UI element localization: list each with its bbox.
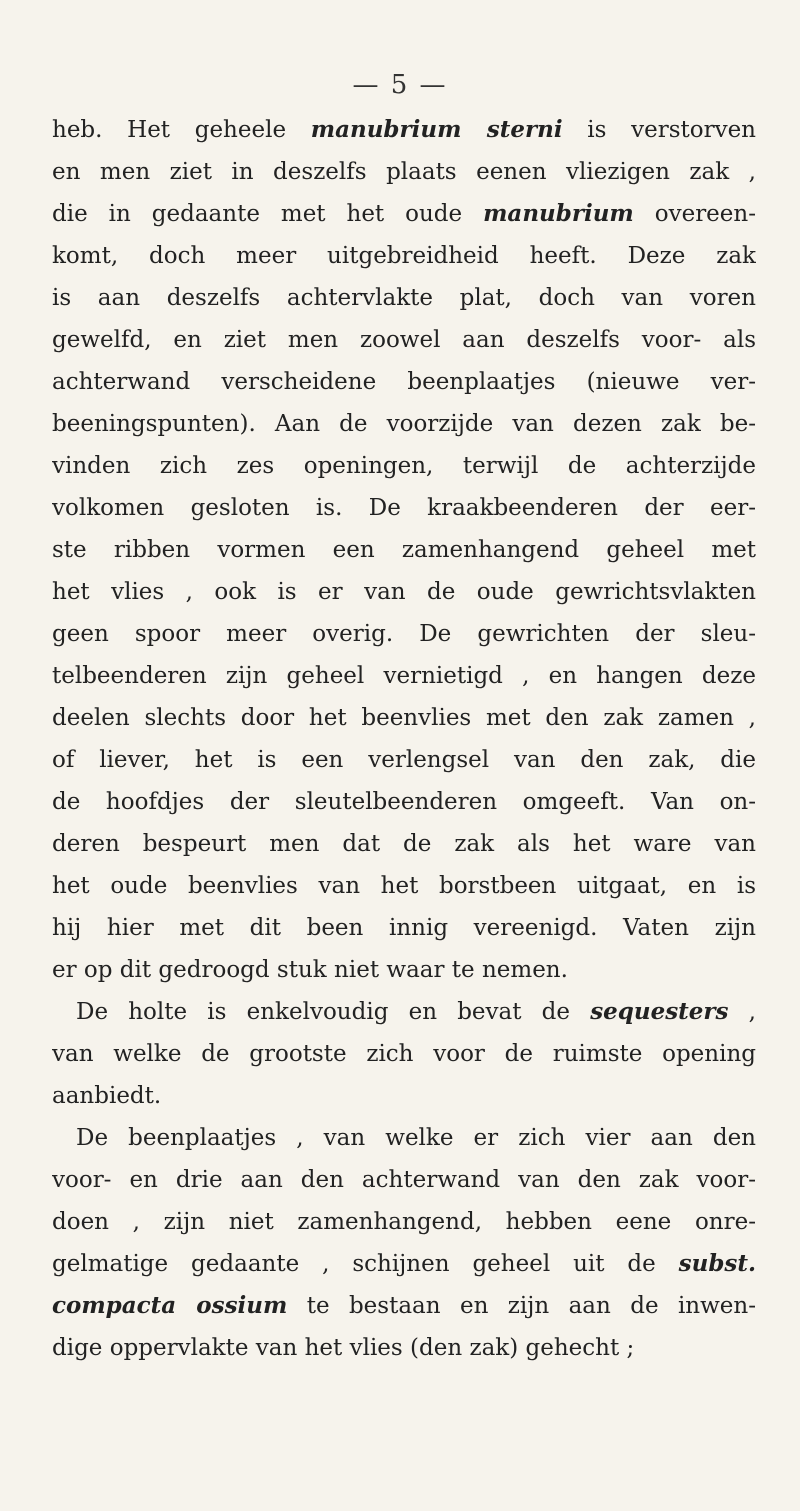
text-segment: het oude beenvlies van het borstbeen uitgaat, en is xyxy=(52,873,756,899)
text-segment: aanbiedt. xyxy=(52,1083,162,1109)
text-line xyxy=(52,991,756,1033)
text-segment: het vlies , ook is er van de oude gewrichtsvlakten xyxy=(52,579,756,605)
italic-term: manubrium sterni xyxy=(310,116,563,143)
text-segment: doen , zijn niet zamenhangend, hebben eene onre- xyxy=(52,1209,756,1235)
text-line xyxy=(52,1327,756,1369)
text-line xyxy=(52,949,756,991)
italic-term: sequesters xyxy=(590,998,729,1025)
paragraph xyxy=(52,991,756,1117)
text-segment: te bestaan en zijn aan de inwen- xyxy=(287,1293,756,1319)
text-line xyxy=(52,1117,756,1159)
text-line xyxy=(52,1285,756,1327)
text-line xyxy=(52,487,756,529)
text-segment: heb. Het geheele xyxy=(52,117,311,143)
text-line xyxy=(52,1201,756,1243)
text-line xyxy=(52,319,756,361)
text-segment: gelmatige gedaante , schijnen geheel uit de xyxy=(52,1251,679,1277)
italic-term: manubrium xyxy=(483,200,634,227)
text-segment: deren bespeurt men dat de zak als het ware van xyxy=(52,831,756,857)
text-line xyxy=(52,361,756,403)
text-segment: is verstorven xyxy=(562,117,756,143)
text-line xyxy=(52,1033,756,1075)
text-line xyxy=(52,529,756,571)
text-line xyxy=(52,1075,756,1117)
text-line xyxy=(52,865,756,907)
text-line xyxy=(52,445,756,487)
text-segment: telbeenderen zijn geheel vernietigd , en hangen deze xyxy=(52,663,756,689)
text-line xyxy=(52,193,756,235)
text-segment: volkomen gesloten is. De kraakbeenderen der eer- xyxy=(52,495,756,521)
paragraph xyxy=(52,109,756,991)
text-segment: gewelfd, en ziet men zoowel aan deszelfs voor- als xyxy=(52,327,756,353)
page-number: — 5 — xyxy=(352,70,448,100)
text-segment: De holte is enkelvoudig en bevat de xyxy=(76,999,591,1025)
text-segment: beeningspunten). Aan de voorzijde van dezen zak be- xyxy=(52,411,756,437)
paragraph xyxy=(52,1117,756,1369)
text-segment: voor- en drie aan den achterwand van den zak voor- xyxy=(52,1167,756,1193)
text-segment: komt, doch meer uitgebreidheid heeft. Deze zak xyxy=(52,243,756,269)
text-segment: is aan deszelfs achtervlakte plat, doch van voren xyxy=(52,285,756,311)
text-segment: , xyxy=(728,999,756,1025)
text-segment: van welke de grootste zich voor de ruimste opening xyxy=(52,1041,756,1067)
text-line xyxy=(52,907,756,949)
text-line xyxy=(52,739,756,781)
text-line xyxy=(52,151,756,193)
text-segment: De beenplaatjes , van welke er zich vier aan den xyxy=(76,1125,756,1151)
text-segment: die in gedaante met het oude xyxy=(52,201,484,227)
italic-term: subst. xyxy=(678,1250,756,1277)
text-line xyxy=(52,697,756,739)
text-line xyxy=(52,1159,756,1201)
text-line xyxy=(52,1243,756,1285)
italic-term: compacta ossium xyxy=(52,1292,288,1319)
text-line xyxy=(52,823,756,865)
text-line xyxy=(52,613,756,655)
text-line xyxy=(52,277,756,319)
text-segment: de hoofdjes der sleutelbeenderen omgeeft. Van on- xyxy=(52,789,756,815)
text-segment: en men ziet in deszelfs plaats eenen vliezigen zak , xyxy=(52,159,756,185)
text-segment: geen spoor meer overig. De gewrichten der sleu- xyxy=(52,621,756,647)
text-line xyxy=(52,109,756,151)
text-segment: achterwand verscheidene beenplaatjes (nieuwe ver- xyxy=(52,369,756,395)
text-segment: hij hier met dit been innig vereenigd. Vaten zijn xyxy=(52,915,756,941)
text-segment: of liever, het is een verlengsel van den zak, die xyxy=(52,747,756,773)
text-line xyxy=(52,235,756,277)
body-text xyxy=(52,109,756,1369)
text-segment: dige oppervlakte van het vlies (den zak) gehecht ; xyxy=(52,1335,635,1361)
text-line xyxy=(52,781,756,823)
text-segment: vinden zich zes openingen, terwijl de achterzijde xyxy=(52,453,756,479)
text-segment: ste ribben vormen een zamenhangend geheel met xyxy=(52,537,756,563)
text-line xyxy=(52,571,756,613)
text-line xyxy=(52,403,756,445)
text-line xyxy=(52,655,756,697)
text-segment: overeen- xyxy=(633,201,756,227)
text-segment: er op dit gedroogd stuk niet waar te nemen. xyxy=(52,957,568,983)
text-segment: deelen slechts door het beenvlies met den zak zamen , xyxy=(52,705,756,731)
